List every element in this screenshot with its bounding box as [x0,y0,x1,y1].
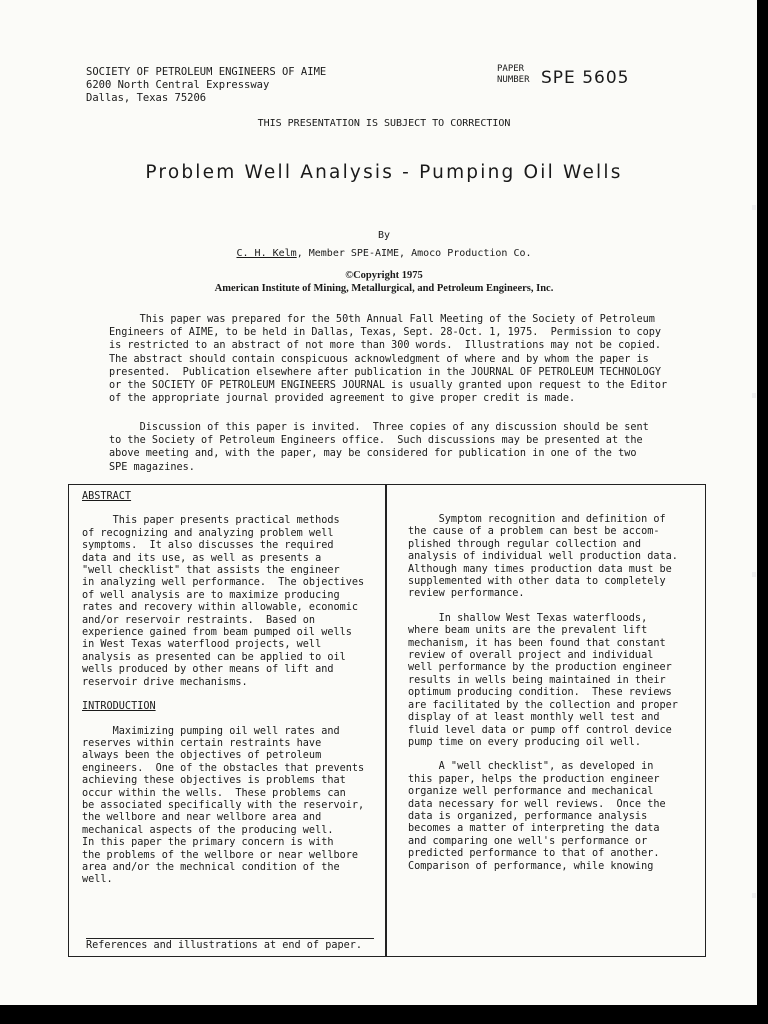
text-line: achieving these objectives is problems that [82,775,346,787]
text-line: wells produced by other means of lift and [82,664,334,676]
text-line: in West Texas waterflood projects, well [82,639,322,651]
paper-number-label: PAPER NUMBER [497,64,530,85]
correction-notice: THIS PRESENTATION IS SUBJECT TO CORRECTION [257,118,511,129]
right-column [408,514,678,873]
text-line: data and its use, as well as presents a [82,552,322,564]
author-name: C. H. Kelm [236,248,297,259]
text-line: predicted performance to that of another. [408,848,660,860]
text-line: symptoms. It also discusses the required [82,540,334,552]
scan-mark [752,893,756,898]
text-line: display of at least monthly well test and [408,712,660,724]
text-line: presented. Publication elsewhere after publication in the JOURNAL OF PETROLEUM TECHNOLOGY [109,366,662,378]
byline-by: By [377,230,391,241]
footer-rule [86,938,374,939]
text-line: engineers. One of the obstacles that prevents [82,762,365,774]
copyright-year: ©Copyright 1975 [345,270,423,281]
text-line: results in wells being maintained in their [408,674,666,686]
preamble-paragraph-1 [109,313,679,405]
text-line: Symptom recognition and definition of [408,514,666,525]
text-line: of the appropriate journal provided agreement to give proper credit is made. [109,393,576,405]
text-line: review of overall project and individual [408,650,654,662]
text-line: and/or reservoir restraints. Based on [82,614,316,626]
text-line: the wellbore and near wellbore area and [82,812,322,824]
text-line: is restricted to an abstract of not more than 300 words. Illustrations may not be copied. [109,340,662,352]
text-line: Maximizing pumping oil well rates and [82,725,340,737]
text-line: rates and recovery within allowable, economic [82,602,359,614]
text-line: "well checklist" that assists the engineer [82,565,340,577]
author-affiliation: , Member SPE-AIME, Amoco Production Co. [296,248,532,259]
text-line: Discussion of this paper is invited. Three copies of any discussion should be sent [109,422,649,433]
text-line: are facilitated by the collection and proper [408,699,678,711]
text-line: SPE magazines. [109,461,195,473]
text-line: organize well performance and mechanical [408,786,654,798]
text-line: this paper, helps the production engineer [408,773,660,785]
author-line [0,248,768,259]
text-line: mechanical aspects of the producing well. [82,824,334,836]
text-line: the problems of the wellbore or near wellbore [82,849,359,861]
copyright-holder: American Institute of Mining, Metallurgical, and Petroleum Engineers, Inc. [214,283,554,294]
text-line: supplemented with other data to completely [408,576,666,588]
text-line: Although many times production data must be [408,563,672,575]
text-line: plished through regular collection and [408,538,642,550]
text-line: The abstract should contain conspicuous acknowledgment of where and by whom the paper is [109,353,649,365]
text-line: above meeting and, with the paper, may be considered for publication in one of the two [109,448,637,460]
text-line: in analyzing well performance. The objectives [82,577,365,589]
right-paragraph-2 [408,613,678,749]
text-line: Engineers of AIME, to be held in Dallas, Texas, Sept. 28-Oct. 1, 1975. Permission to copy [109,327,662,339]
text-line: mechanism, it has been found that constant [408,637,666,649]
text-line: the cause of a problem can best be accom- [408,526,660,538]
text-line: review performance. [408,588,525,600]
text-line: or the SOCIETY OF PETROLEUM ENGINEERS JOURNAL is usually granted upon request to the Editor [109,380,668,392]
text-line: reserves within certain restraints have [82,737,322,749]
text-line: analysis as presented can be applied to oil [82,651,346,663]
right-paragraph-1 [408,514,678,601]
right-paragraph-3 [408,761,678,873]
column-divider [385,484,387,957]
text-line: pump time on every producing oil well. [408,736,642,748]
text-line: data is organized, performance analysis [408,810,648,822]
paper-title: Problem Well Analysis - Pumping Oil Wells [145,162,623,183]
left-column [82,491,364,887]
street-address: 6200 North Central Expressway [86,79,270,91]
abstract-heading: ABSTRACT [82,491,132,502]
text-line: and comparing one well's performance or [408,835,648,847]
city-address: Dallas, Texas 75206 [86,92,207,104]
text-line: Comparison of performance, while knowing [408,860,654,872]
scan-mark [752,393,756,398]
preamble-paragraph-2 [109,421,679,474]
text-line: becomes a matter of interpreting the data [408,823,660,835]
text-line: In this paper the primary concern is with [82,837,334,849]
introduction-heading: INTRODUCTION [82,701,156,713]
text-line: optimum producing condition. These reviews [408,687,672,699]
society-address [86,66,326,105]
text-line: well. [82,874,113,886]
scan-mark [752,205,756,210]
scan-mark [752,572,756,577]
text-line: analysis of individual well production data. [408,551,678,563]
abstract-text [82,515,364,689]
footer-note: References and illustrations at end of paper. [86,940,363,951]
society-name: SOCIETY OF PETROLEUM ENGINEERS OF AIME [86,66,327,78]
text-line: occur within the wells. These problems can [82,787,346,799]
text-line: reservoir drive mechanisms. [82,676,248,688]
paper-number: SPE 5605 [541,68,630,88]
text-line: well performance by the production engineer [408,662,672,674]
text-line: of well analysis are to maximize producing [82,589,340,601]
copyright-notice [0,269,768,295]
introduction-text [82,726,364,887]
text-line: always been the objectives of petroleum [82,750,322,762]
text-line: experience gained from beam pumped oil wells [82,627,352,639]
text-line: to the Society of Petroleum Engineers office. Such discussions may be presented at the [109,435,643,447]
text-line: This paper presents practical methods [82,515,340,527]
text-line: area and/or the mechnical condition of the [82,861,340,873]
text-line: A "well checklist", as developed in [408,761,654,773]
text-line: fluid level data or pump off control device [408,724,672,736]
text-line: of recognizing and analyzing problem well [82,527,334,539]
text-line: In shallow West Texas waterfloods, [408,612,648,624]
text-line: where beam units are the prevalent lift [408,625,648,637]
text-line: be associated specifically with the reservoir, [82,799,365,811]
text-line: This paper was prepared for the 50th Annual Fall Meeting of the Society of Petroleum [109,314,655,325]
text-line: data necessary for well reviews. Once the [408,798,666,810]
